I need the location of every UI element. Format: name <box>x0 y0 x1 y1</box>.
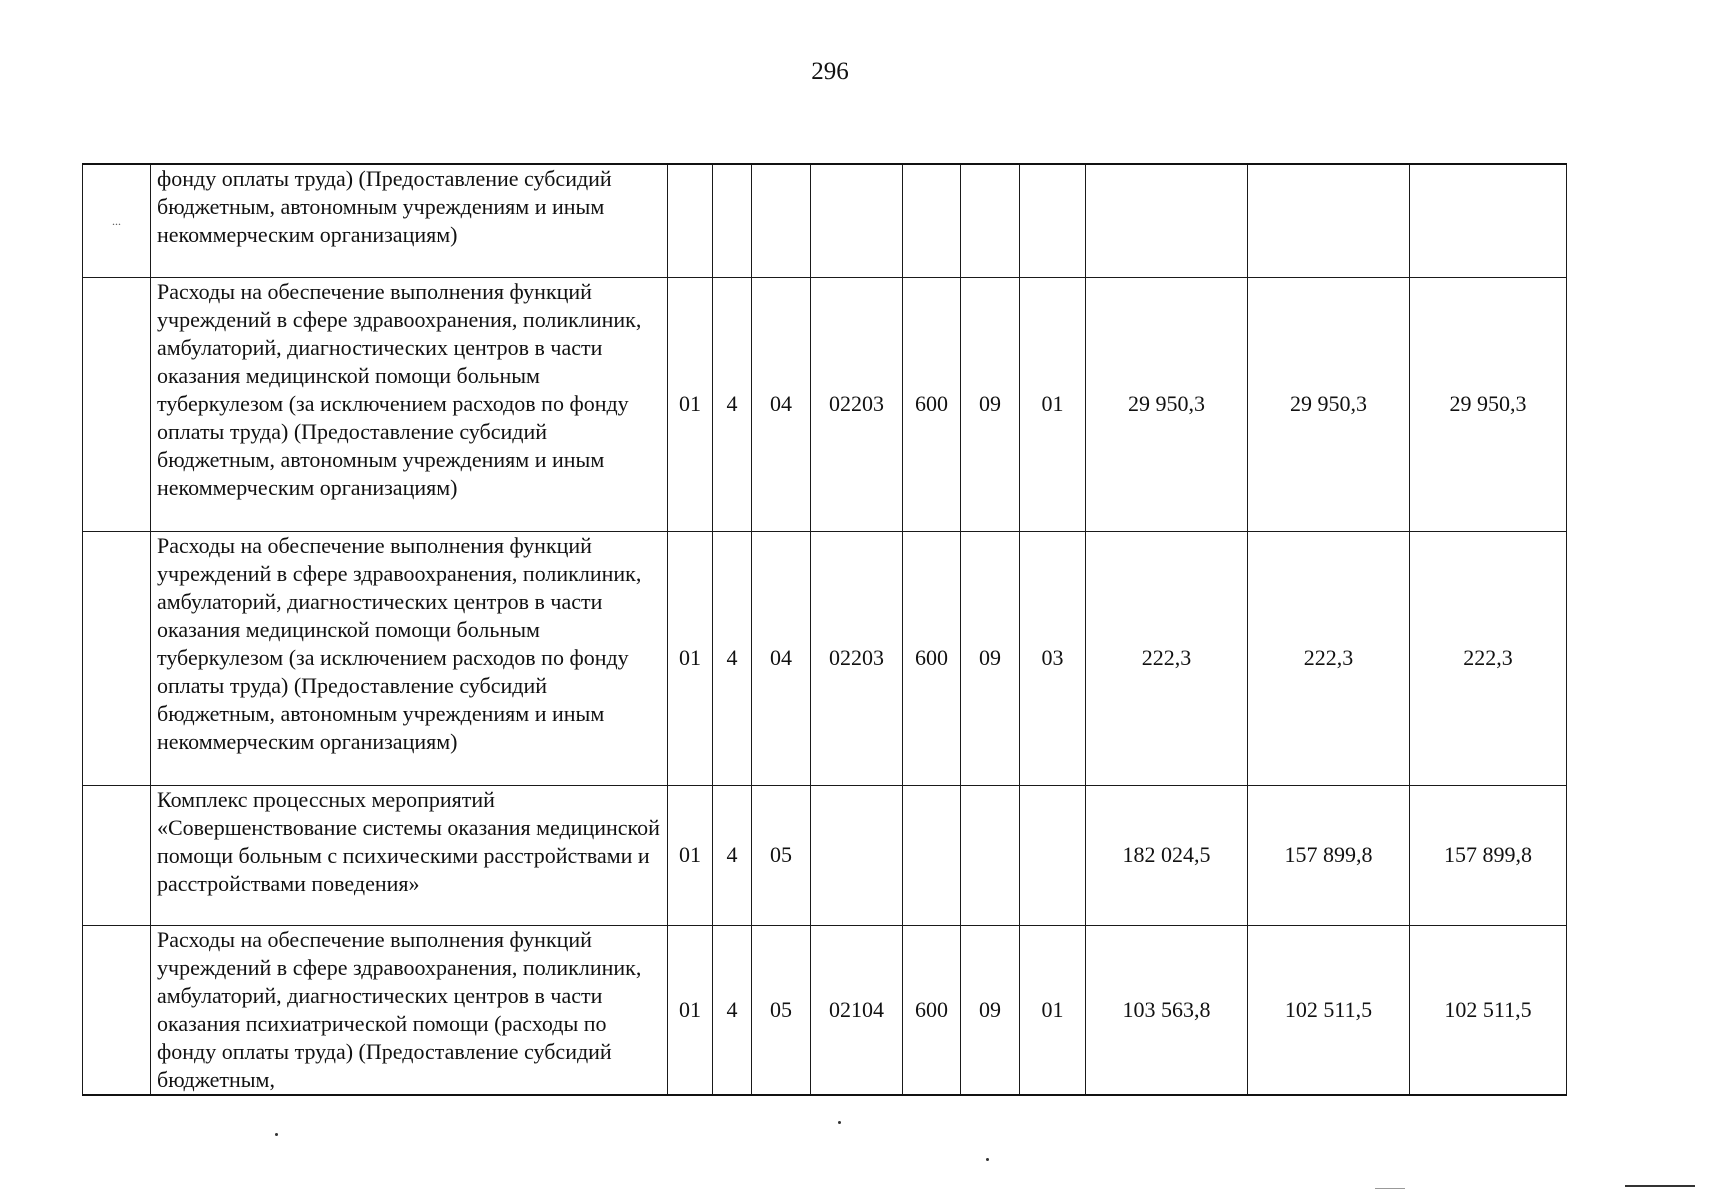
code-cell <box>713 164 752 277</box>
code-cell: 02203 <box>811 277 903 531</box>
value-cell: 222,3 <box>1410 531 1567 785</box>
description-cell: Расходы на обеспечение выполнения функций учреждений в сфере здравоохранения, поликлиник, амбулаторий, диагностических центров в части оказания медицинской помощи больным туберкулезом (за исключением расходов по фонду оплаты труда) (Предоставление субсидий бюджетным, автономным учреждениям и иным некоммерческим организациям) <box>151 277 668 531</box>
code-cell: 02203 <box>811 531 903 785</box>
value-cell <box>1410 164 1567 277</box>
code-cell: 4 <box>713 531 752 785</box>
value-cell: 102 511,5 <box>1410 925 1567 1095</box>
scan-artifact <box>1375 1188 1405 1189</box>
code-cell: 600 <box>903 277 961 531</box>
value-cell: 222,3 <box>1248 531 1410 785</box>
scan-artifact <box>986 1158 989 1161</box>
value-cell: 29 950,3 <box>1086 277 1248 531</box>
code-cell <box>961 785 1020 925</box>
code-cell: 04 <box>752 277 811 531</box>
code-cell: 03 <box>1020 531 1086 785</box>
description-cell: фонду оплаты труда) (Предоставление субсидий бюджетным, автономным учреждениям и иным некоммерческим организациям) <box>151 164 668 277</box>
code-cell: 01 <box>668 925 713 1095</box>
value-cell: 182 024,5 <box>1086 785 1248 925</box>
value-cell: 102 511,5 <box>1248 925 1410 1095</box>
code-cell: 01 <box>668 277 713 531</box>
row-number-cell: ... <box>83 164 151 277</box>
row-number-cell <box>83 785 151 925</box>
value-cell: 103 563,8 <box>1086 925 1248 1095</box>
code-cell <box>1020 785 1086 925</box>
description-cell: Расходы на обеспечение выполнения функций учреждений в сфере здравоохранения, поликлиник, амбулаторий, диагностических центров в части оказания психиатрической помощи (расходы по фонду оплаты труда) (Предоставление субсидий бюджетным, <box>151 925 668 1095</box>
code-cell: 4 <box>713 925 752 1095</box>
value-cell <box>1086 164 1248 277</box>
code-cell: 600 <box>903 531 961 785</box>
table-row <box>83 925 1567 1095</box>
description-cell: Расходы на обеспечение выполнения функций учреждений в сфере здравоохранения, поликлиник, амбулаторий, диагностических центров в части оказания медицинской помощи больным туберкулезом (за исключением расходов по фонду оплаты труда) (Предоставление субсидий бюджетным, автономным учреждениям и иным некоммерческим организациям) <box>151 531 668 785</box>
table-row <box>83 164 1567 277</box>
code-cell <box>811 164 903 277</box>
code-cell <box>961 164 1020 277</box>
scan-artifact <box>1625 1185 1695 1187</box>
page-number: 296 <box>811 58 849 85</box>
code-cell: 01 <box>668 531 713 785</box>
code-cell <box>1020 164 1086 277</box>
code-cell <box>668 164 713 277</box>
code-cell <box>811 785 903 925</box>
value-cell: 222,3 <box>1086 531 1248 785</box>
row-number-cell <box>83 531 151 785</box>
code-cell: 09 <box>961 925 1020 1095</box>
code-cell: 01 <box>1020 277 1086 531</box>
code-cell: 4 <box>713 277 752 531</box>
code-cell: 05 <box>752 925 811 1095</box>
table-row <box>83 277 1567 531</box>
code-cell: 4 <box>713 785 752 925</box>
table-row <box>83 785 1567 925</box>
code-cell: 02104 <box>811 925 903 1095</box>
table-row <box>83 531 1567 785</box>
row-number-cell <box>83 277 151 531</box>
code-cell <box>903 785 961 925</box>
value-cell <box>1248 164 1410 277</box>
row-number-cell <box>83 925 151 1095</box>
code-cell <box>752 164 811 277</box>
code-cell: 04 <box>752 531 811 785</box>
code-cell: 01 <box>1020 925 1086 1095</box>
value-cell: 157 899,8 <box>1410 785 1567 925</box>
code-cell <box>903 164 961 277</box>
scan-artifact <box>838 1121 841 1124</box>
value-cell: 157 899,8 <box>1248 785 1410 925</box>
code-cell: 05 <box>752 785 811 925</box>
scan-artifact <box>275 1133 278 1136</box>
budget-table <box>82 163 1567 1096</box>
description-cell: Комплекс процессных мероприятий «Совершенствование системы оказания медицинской помощи больным с психическими расстройствами и расстройствами поведения» <box>151 785 668 925</box>
code-cell: 01 <box>668 785 713 925</box>
code-cell: 09 <box>961 531 1020 785</box>
code-cell: 09 <box>961 277 1020 531</box>
value-cell: 29 950,3 <box>1248 277 1410 531</box>
value-cell: 29 950,3 <box>1410 277 1567 531</box>
code-cell: 600 <box>903 925 961 1095</box>
